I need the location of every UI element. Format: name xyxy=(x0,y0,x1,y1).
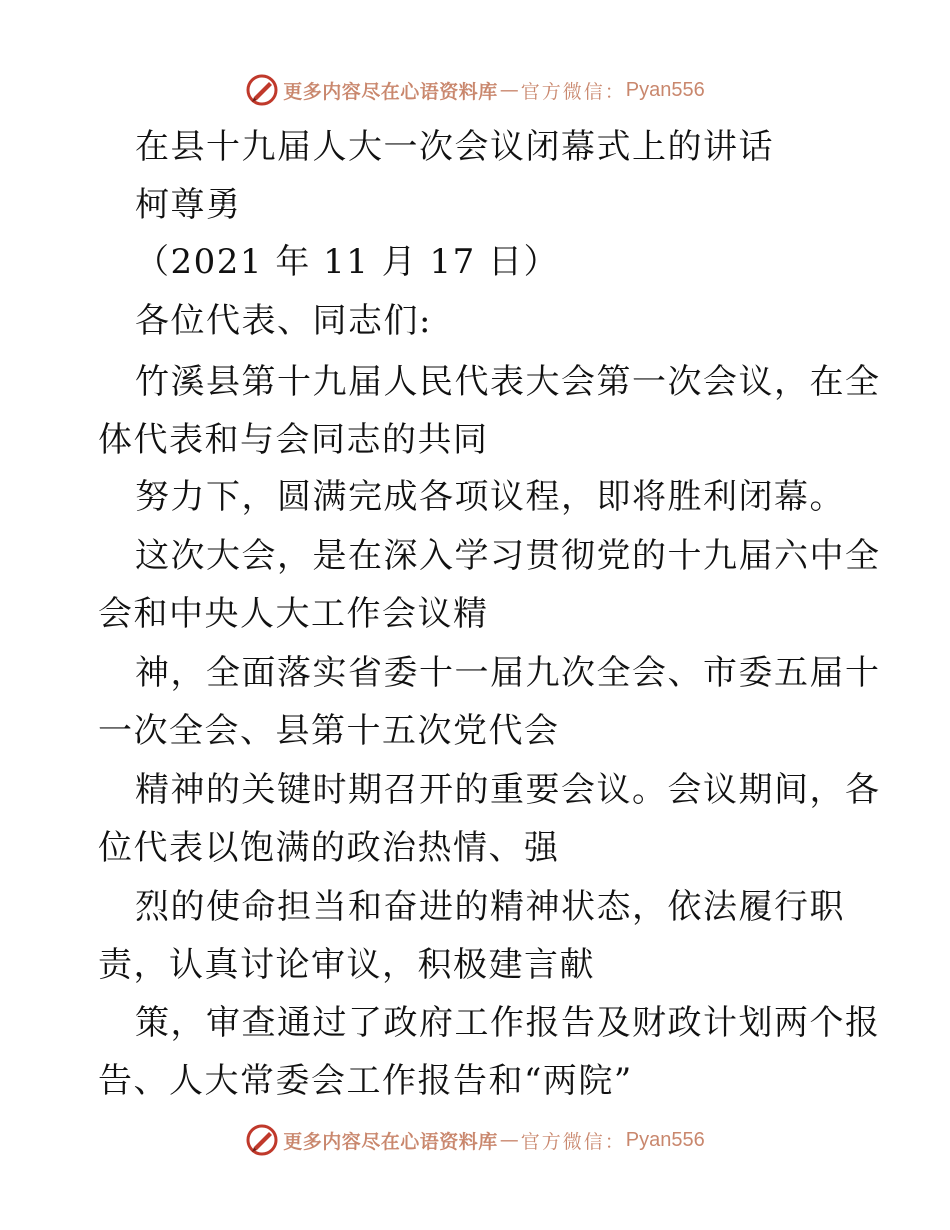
document-date: （2021 年 11 月 17 日） xyxy=(135,242,560,282)
paragraph-line: 竹溪县第十九届人民代表大会第一次会议，在全 xyxy=(135,362,881,402)
paragraph-line: 神，全面落实省委十一届九次全会、市委五届十 xyxy=(135,653,881,693)
banner-wechat-label: 官方微信： xyxy=(520,80,626,103)
banner-wechat-id: Pyan556 xyxy=(625,1128,705,1151)
banner-dash: — xyxy=(499,79,519,101)
banner-dash: — xyxy=(499,1129,519,1151)
paragraph-line: 精神的关键时期召开的重要会议。会议期间，各 xyxy=(135,770,881,810)
paragraph-line: 烈的使命担当和奋进的精神状态，依法履行职 xyxy=(135,887,845,927)
paragraph-line: 策，审查通过了政府工作报告及财政计划两个报 xyxy=(135,1003,881,1043)
document-title: 在县十九届人大一次会议闭幕式上的讲话 xyxy=(135,127,774,167)
library-logo-icon xyxy=(245,73,279,107)
paragraph-line: 这次大会，是在深入学习贯彻党的十九届六中全 xyxy=(135,536,881,576)
document-author: 柯尊勇 xyxy=(135,185,242,225)
paragraph-line: 努力下，圆满完成各项议程，即将胜利闭幕。 xyxy=(135,477,845,517)
banner-text: 更多内容尽在心语资料库 xyxy=(283,80,498,103)
paragraph-line: 会和中央人大工作会议精 xyxy=(98,594,489,634)
header-banner xyxy=(0,70,950,110)
banner-wechat-id: Pyan556 xyxy=(625,78,705,101)
paragraph-line: 责，认真讨论审议，积极建言献 xyxy=(98,945,595,985)
footer-banner xyxy=(0,1120,950,1160)
paragraph-line: 一次全会、县第十五次党代会 xyxy=(98,711,560,751)
paragraph-line: 告、人大常委会工作报告和“两院” xyxy=(98,1061,633,1101)
salutation: 各位代表、同志们: xyxy=(135,301,432,341)
library-logo-icon xyxy=(245,1123,279,1157)
banner-text: 更多内容尽在心语资料库 xyxy=(283,1130,498,1153)
paragraph-line: 位代表以饱满的政治热情、强 xyxy=(98,828,560,868)
paragraph-line: 体代表和与会同志的共同 xyxy=(98,420,489,460)
banner-wechat-label: 官方微信： xyxy=(520,1130,626,1153)
